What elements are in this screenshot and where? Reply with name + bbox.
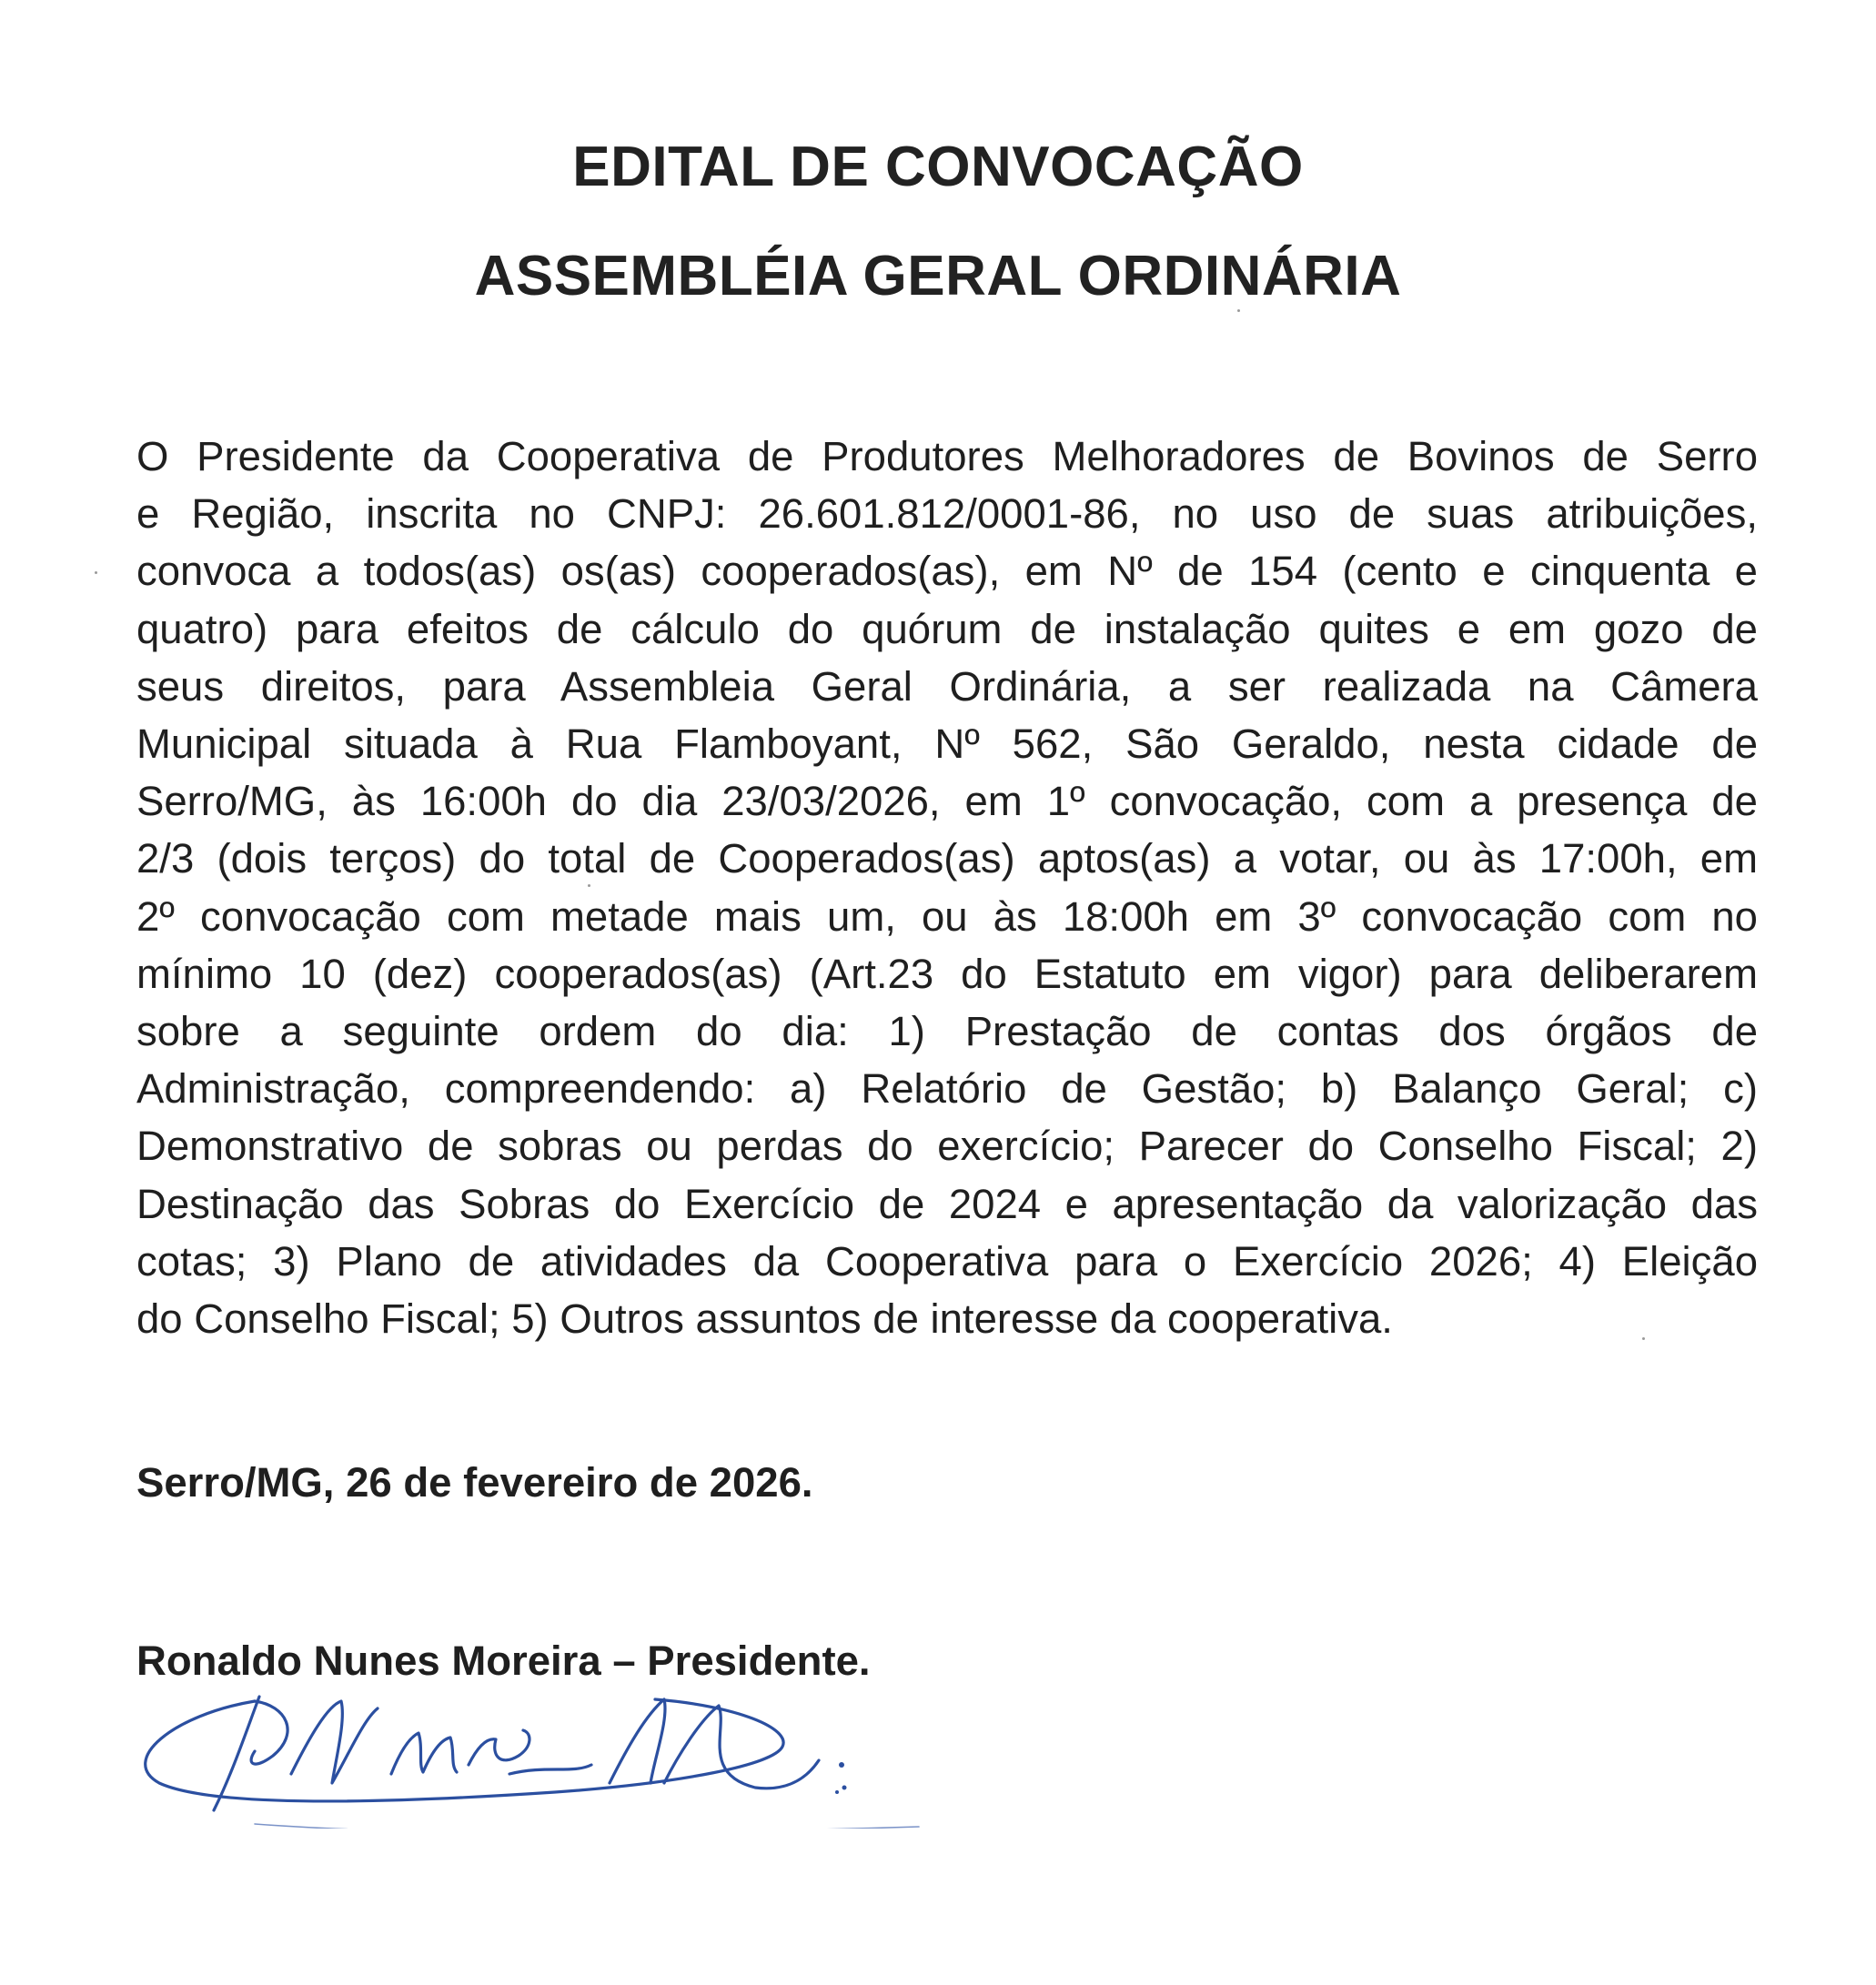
- body-line: Serro/MG, às 16:00h do dia 23/03/2026, em 1º convocação, com a presença de: [136, 778, 1758, 825]
- signatory-name: Ronaldo Nunes Moreira – Presidente.: [136, 1637, 871, 1684]
- body-line: convoca a todos(as) os(as) cooperados(as), em Nº de 154 (cento e cinquenta e: [136, 548, 1758, 595]
- body-line: 2/3 (dois terços) do total de Cooperados(as) aptos(as) a votar, ou às 17:00h, em: [136, 835, 1758, 882]
- handwritten-signature: [118, 1665, 937, 1829]
- document-title: EDITAL DE CONVOCAÇÃO: [572, 136, 1304, 198]
- paper-speck: [1642, 1337, 1645, 1340]
- body-line: seus direitos, para Assembleia Geral Ordinária, a ser realizada na Câmera: [136, 662, 1758, 710]
- body-line: Demonstrativo de sobras ou perdas do exercício; Parecer do Conselho Fiscal; 2): [136, 1123, 1758, 1170]
- body-line: e Região, inscrita no CNPJ: 26.601.812/0001-86, no uso de suas atribuições,: [136, 490, 1758, 538]
- paper-speck: [95, 571, 97, 574]
- body-line: Administração, compreendendo: a) Relatório de Gestão; b) Balanço Geral; c): [136, 1065, 1758, 1113]
- paper-speck: [588, 884, 590, 887]
- date-line: Serro/MG, 26 de fevereiro de 2026.: [136, 1459, 813, 1506]
- body-line: Municipal situada à Rua Flamboyant, Nº 562, São Geraldo, nesta cidade de: [136, 720, 1758, 768]
- paper-speck: [1237, 309, 1240, 312]
- body-line: quatro) para efeitos de cálculo do quórum de instalação quites e em gozo de: [136, 605, 1758, 652]
- body-line: sobre a seguinte ordem do dia: 1) Prestação de contas dos órgãos de: [136, 1008, 1758, 1055]
- body-line: Destinação das Sobras do Exercício de 2024 e apresentação da valorização das: [136, 1180, 1758, 1227]
- body-line: do Conselho Fiscal; 5) Outros assuntos de interesse da cooperativa.: [136, 1295, 1393, 1343]
- body-line: O Presidente da Cooperativa de Produtores Melhoradores de Bovinos de Serro: [136, 433, 1758, 479]
- body-line: cotas; 3) Plano de atividades da Cooperativa para o Exercício 2026; 4) Eleição: [136, 1237, 1758, 1285]
- body-line: 2º convocação com metade mais um, ou às 18:00h em 3º convocação com no: [136, 892, 1758, 940]
- document-subtitle: ASSEMBLÉIA GERAL ORDINÁRIA: [474, 245, 1402, 307]
- convocation-body: [136, 428, 1758, 1347]
- body-line: mínimo 10 (dez) cooperados(as) (Art.23 do Estatuto em vigor) para deliberarem: [136, 950, 1758, 997]
